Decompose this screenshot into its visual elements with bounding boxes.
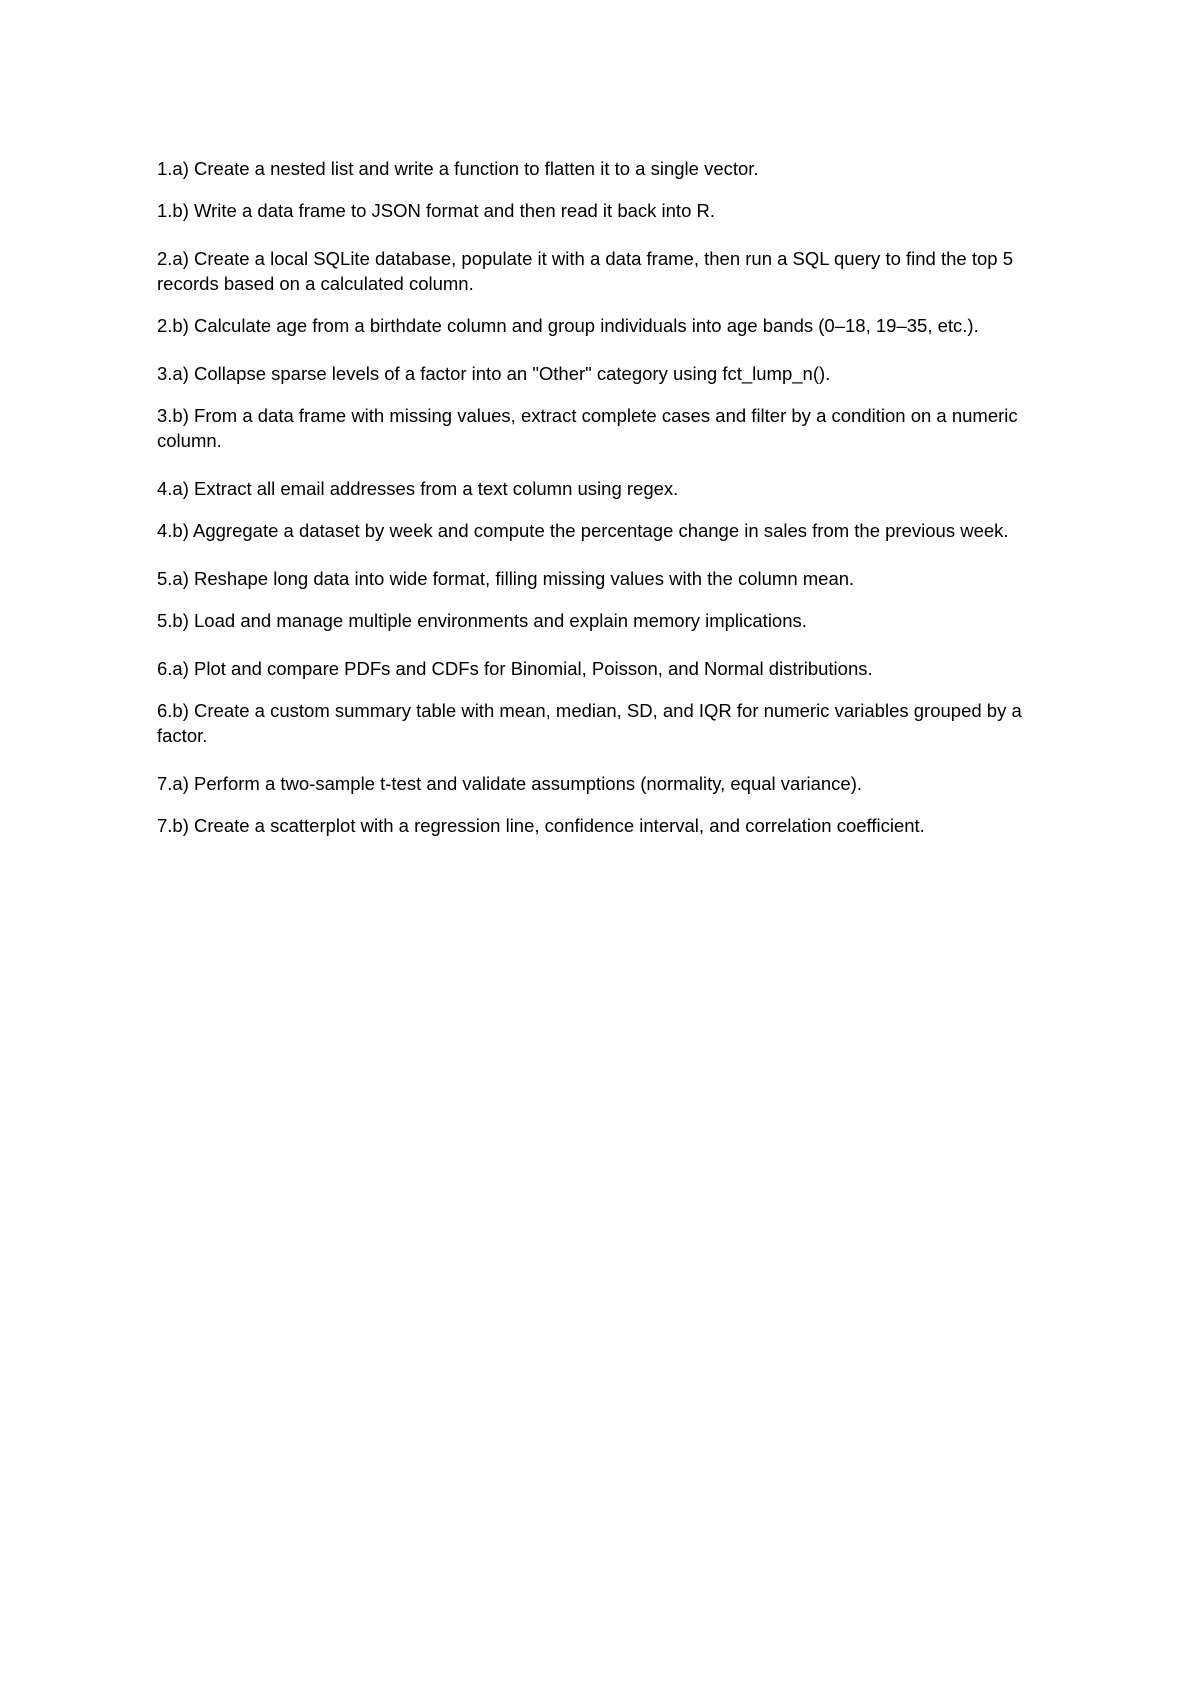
question-4a: 4.a) Extract all email addresses from a text column using regex. — [157, 478, 679, 499]
question-group-6 — [157, 656, 1057, 748]
question-3a: 3.a) Collapse sparse levels of a factor into an "Other" category using fct_lump_n(). — [157, 363, 831, 384]
question-group-3 — [157, 361, 1057, 453]
question-group-2 — [157, 246, 1057, 338]
question-group-4 — [157, 476, 1057, 543]
question-1a: 1.a) Create a nested list and write a function to flatten it to a single vector. — [157, 158, 759, 179]
question-3b: 3.b) From a data frame with missing values, extract complete cases and filter by a condition on a numeric column. — [157, 405, 1018, 451]
question-4b: 4.b) Aggregate a dataset by week and compute the percentage change in sales from the previous week. — [157, 520, 1009, 541]
question-group-7 — [157, 771, 1057, 838]
question-2b: 2.b) Calculate age from a birthdate column and group individuals into age bands (0–18, 19–35, etc.). — [157, 315, 979, 336]
question-2a: 2.a) Create a local SQLite database, populate it with a data frame, then run a SQL query to find the top 5 records based on a calculated column. — [157, 248, 1013, 294]
question-7b: 7.b) Create a scatterplot with a regression line, confidence interval, and correlation coefficient. — [157, 815, 925, 836]
question-7a: 7.a) Perform a two-sample t-test and validate assumptions (normality, equal variance). — [157, 773, 863, 794]
question-6a: 6.a) Plot and compare PDFs and CDFs for Binomial, Poisson, and Normal distributions. — [157, 658, 873, 679]
question-6b: 6.b) Create a custom summary table with mean, median, SD, and IQR for numeric variables grouped by a factor. — [157, 700, 1022, 746]
question-5b: 5.b) Load and manage multiple environments and explain memory implications. — [157, 610, 807, 631]
question-group-5 — [157, 566, 1057, 633]
question-5a: 5.a) Reshape long data into wide format, filling missing values with the column mean. — [157, 568, 855, 589]
question-1b: 1.b) Write a data frame to JSON format and then read it back into R. — [157, 200, 715, 221]
question-list — [157, 156, 1057, 861]
question-group-1 — [157, 156, 1057, 223]
